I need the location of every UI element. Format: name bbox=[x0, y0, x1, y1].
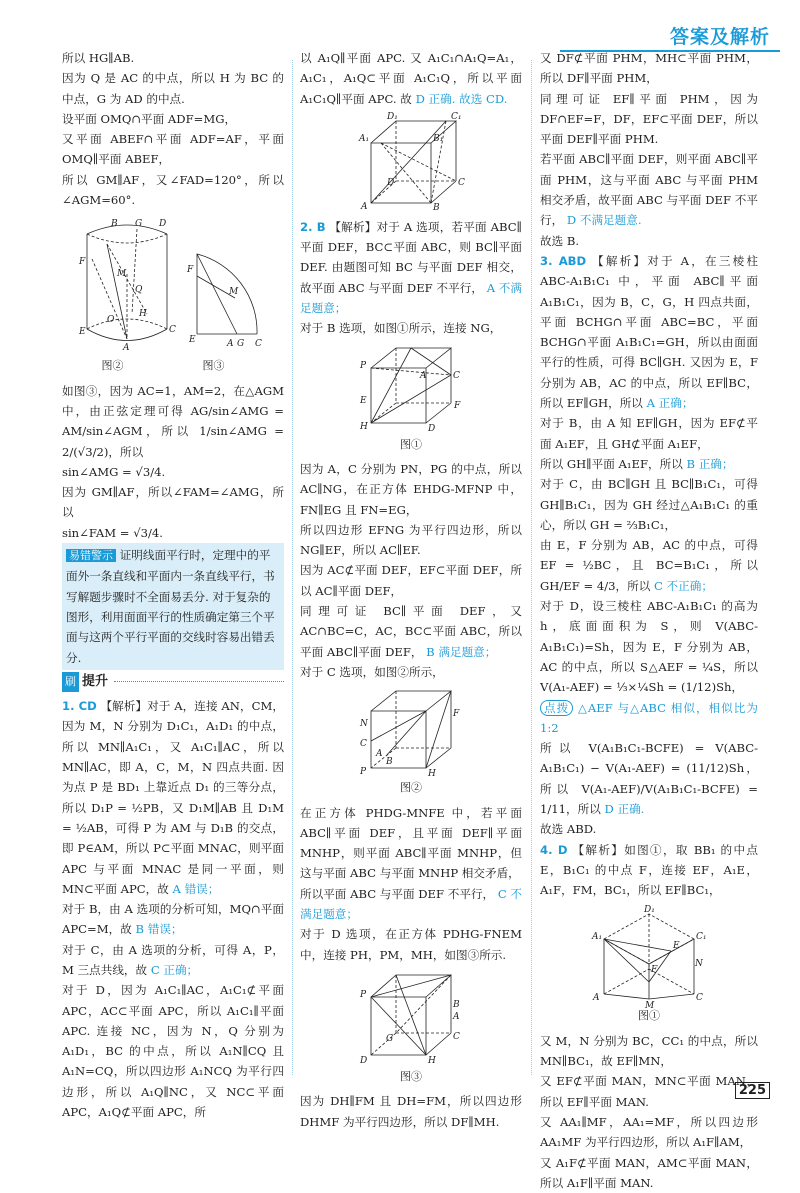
cube-figure bbox=[356, 969, 466, 1065]
svg-text:C: C bbox=[458, 177, 465, 188]
svg-text:A: A bbox=[376, 749, 383, 760]
svg-text:B₁: B₁ bbox=[433, 133, 444, 144]
column-divider bbox=[292, 60, 293, 1075]
svg-text:B: B bbox=[111, 219, 118, 230]
figure-2-cylinder bbox=[77, 214, 177, 354]
paragraph bbox=[540, 738, 758, 819]
page-number: 225 bbox=[735, 1082, 770, 1099]
svg-text:F: F bbox=[453, 709, 460, 720]
answer-text: 所以 V(A₁B₁C₁-BCFE) = V(ABC-A₁B₁C₁) − V(A₁-AEF) = (11/12)Sh，所以 V(A₁-AEF)/V(A₁B₁C₁-BCFE) = 1/11，所以 bbox=[540, 741, 758, 816]
svg-text:C: C bbox=[360, 739, 367, 750]
svg-text:D₁: D₁ bbox=[644, 905, 655, 916]
question-number: 4. D bbox=[540, 842, 568, 857]
answer-text: 由 E，F 分别为 AB，AC 的中点，可得 EF = ½BC，且 BC=B₁C₁，所以 GH/EF = 4/3，所以 bbox=[540, 538, 758, 593]
section-heading bbox=[62, 672, 284, 692]
svg-text:A: A bbox=[593, 993, 600, 1004]
paragraph: 如图③，因为 AC=1，AM=2，在△AGM 中，由正弦定理可得 AG/sin∠AMG = AM/sin∠AGM，所以 1/sin∠AMG = 2/(√3/2)，所以 bbox=[62, 383, 284, 459]
question-2 bbox=[300, 217, 522, 318]
svg-text:E: E bbox=[79, 327, 86, 338]
answer-result: C 正确； bbox=[150, 962, 199, 977]
paragraph bbox=[300, 48, 522, 109]
figure-caption: 图③ bbox=[202, 359, 225, 373]
svg-text:G: G bbox=[135, 219, 143, 230]
svg-text:B: B bbox=[386, 757, 393, 768]
answer-text: 【解析】对于 A 选项，若平面 ABC∥平面 DEF，BC⊂平面 ABC，则 BC∥平面 DEF. 由题图可知 BC 与平面 DEF 相交，故平面 ABC 与平面 DEF 不平行， bbox=[300, 219, 522, 295]
svg-text:B: B bbox=[453, 999, 460, 1010]
svg-text:H: H bbox=[360, 421, 368, 432]
svg-text:H: H bbox=[428, 769, 436, 780]
svg-text:C: C bbox=[453, 1031, 460, 1042]
paragraph: 因为 DH∥FM 且 DH=FM，所以四边形 DHMF 为平行四边形，所以 DF∥MH. bbox=[300, 1094, 522, 1129]
formula: sin∠FAM = √3/4. bbox=[62, 525, 163, 540]
answer-text: 同理可证 BC∥平面 DEF，又 AC∩BC=C，AC，BC⊂平面 ABC，所以平面 ABC∥平面 DEF， bbox=[300, 604, 522, 659]
warning-tag: 易错警示 bbox=[66, 549, 116, 562]
section-title: 提升 bbox=[82, 673, 109, 689]
answer-result: B 错误； bbox=[135, 922, 183, 937]
paragraph bbox=[62, 899, 284, 940]
svg-text:M: M bbox=[229, 287, 239, 298]
formula: sin∠AMG = √3/4. bbox=[62, 464, 166, 479]
paragraph: 因为 GM∥AF，所以∠FAM=∠AMG，所以 bbox=[62, 485, 284, 520]
svg-text:A: A bbox=[227, 339, 234, 350]
paragraph: 对于 D，因为 A₁C₁∥AC，A₁C₁⊄平面 APC，AC⊂平面 APC，所以 A₁C₁∥平面 APC. 连接 NC，因为 N，Q 分别为 A₁D₁，BC 的中点，所以 A₁N∥CQ 且 A₁N=CQ，所以四边形 A₁NCQ 为平行四边形，所以 A₁Q∥NC，又 NC⊂平面 APC，A₁Q⊄平面 APC，所 bbox=[62, 983, 284, 1120]
figure-1-col2 bbox=[300, 343, 522, 433]
svg-text:C: C bbox=[255, 339, 262, 350]
section-rule bbox=[114, 681, 284, 682]
paragraph: 对于 D 选项，在正方体 PDHG-FNEM 中，连接 PH，PM，MH，如图③所示. bbox=[300, 927, 522, 962]
svg-text:A₁: A₁ bbox=[592, 932, 603, 943]
answer-result: A 错误； bbox=[172, 881, 220, 896]
svg-text:G: G bbox=[386, 1033, 394, 1044]
column-1 bbox=[62, 48, 284, 1122]
paragraph: 所以 GM∥AF，又∠FAD=120°，所以∠AGM=60°. bbox=[62, 172, 284, 208]
paragraph bbox=[300, 601, 522, 662]
question-number: 2. B bbox=[300, 219, 326, 234]
paragraph: 故选 ABD. bbox=[540, 822, 597, 837]
svg-text:P: P bbox=[360, 360, 367, 371]
question-number: 3. ABD bbox=[540, 253, 587, 268]
svg-text:H: H bbox=[139, 309, 147, 320]
answer-result: D 不满足题意. bbox=[566, 213, 642, 228]
svg-text:C: C bbox=[169, 325, 176, 336]
svg-text:A: A bbox=[420, 370, 427, 381]
paragraph: 对于 C 选项，如图②所示， bbox=[300, 664, 444, 679]
svg-text:P: P bbox=[360, 989, 367, 1000]
answer-result: C 不满足题意； bbox=[300, 886, 522, 922]
paragraph: 因为 AC⊄平面 DEF，EF⊂平面 DEF，所以 AC∥平面 DEF， bbox=[300, 563, 522, 598]
cube-figure bbox=[356, 686, 466, 780]
figure-caption: 图① bbox=[638, 1009, 660, 1023]
question-number: 1. CD bbox=[62, 699, 97, 714]
section-header: 答案及解析 bbox=[669, 26, 770, 48]
answer-text: 以 A₁Q∥平面 APC. 又 A₁C₁∩A₁Q=A₁，A₁C₁，A₁Q⊂平面 A₁C₁Q，所以平面 A₁C₁Q∥平面 APC. 故 bbox=[300, 51, 522, 106]
section-badge: 刷 bbox=[62, 672, 79, 692]
prism-figure bbox=[589, 904, 709, 1012]
paragraph: 所以 HG∥AB. bbox=[62, 51, 135, 65]
paragraph: 对于 B，由 A 知 EF∥GH，因为 EF⊄平面 A₁EF，且 GH⊄平面 A₁EF， bbox=[540, 416, 758, 451]
figure-cube-col2-top bbox=[300, 113, 522, 213]
svg-text:E: E bbox=[189, 335, 196, 346]
figure-1-col3 bbox=[540, 904, 758, 1012]
answer-text: 所以 GH∥平面 A₁EF，所以 bbox=[540, 456, 683, 471]
answer-text: 【解析】对于 A，连接 AN，CM，因为 M，N 分别为 D₁C₁，A₁D₁ 的中点，所以 MN∥A₁C₁，又 A₁C₁∥AC，所以 MN∥AC，即 A，C，M，N 四点共面. 因为点 P 是 BD₁ 上靠近点 D₁ 的三等分点，所以 D₁P = ½PB，又 D₁M∥AB 且 D₁M = ½AB，可得 P 为 AM 与 D₁B 的交点，即 P∈AM，所以 P⊂平面 MNAC，则平面 APC 与平面 MNAC 是同一平面，则 MN⊂平面 APC，故 bbox=[62, 699, 285, 896]
hint-tag: 点拨 bbox=[540, 700, 573, 716]
figure-caption: 图③ bbox=[400, 1069, 422, 1083]
svg-text:A₁: A₁ bbox=[359, 133, 370, 144]
svg-text:A: A bbox=[123, 343, 130, 354]
svg-text:C: C bbox=[696, 993, 703, 1004]
paragraph bbox=[540, 454, 758, 474]
svg-text:C: C bbox=[453, 370, 460, 381]
paragraph: 故选 B. bbox=[540, 233, 580, 248]
paragraph: 又 DF⊄平面 PHM，MH⊂平面 PHM，所以 DF∥平面 PHM， bbox=[540, 51, 758, 86]
paragraph: 又 M，N 分别为 BC，CC₁ 的中点，所以 MN∥BC₁，故 EF∥MN， bbox=[540, 1033, 758, 1069]
figure-3-sector bbox=[177, 214, 269, 354]
figure-caption: 图② bbox=[101, 359, 124, 373]
figure-2-col2 bbox=[300, 686, 522, 780]
paragraph: 又平面 ABEF∩平面 ADF=AF，平面 OMQ∥平面 ABEF， bbox=[62, 132, 284, 167]
svg-text:D: D bbox=[428, 423, 436, 434]
svg-text:D: D bbox=[159, 219, 167, 230]
answer-text: 对于 C，由 A 选项的分析，可得 A，P，M 三点共线，故 bbox=[62, 942, 284, 977]
answer-result: D 正确. bbox=[604, 801, 645, 816]
svg-text:P: P bbox=[360, 767, 367, 778]
answer-text: 【解析】如图①，取 BB₁ 的中点 E，B₁C₁ 的中点 F，连接 EF，A₁E，A₁F，FM，BC₁，所以 EF∥BC₁， bbox=[540, 842, 759, 898]
svg-text:H: H bbox=[428, 1055, 436, 1066]
svg-text:F: F bbox=[651, 965, 658, 976]
svg-text:D₁: D₁ bbox=[387, 111, 398, 122]
question-1 bbox=[62, 696, 284, 899]
paragraph: 又 EF⊄平面 MAN，MN⊂平面 MAN，所以 EF∥平面 MAN. bbox=[540, 1074, 758, 1109]
svg-text:D: D bbox=[360, 1055, 368, 1066]
svg-text:C₁: C₁ bbox=[451, 111, 462, 122]
paragraph: 又 AA₁∥MF，AA₁=MF，所以四边形 AA₁MF 为平行四边形，所以 A₁F∥AM， bbox=[540, 1114, 758, 1150]
paragraph bbox=[540, 535, 758, 596]
figure-row bbox=[62, 214, 284, 354]
paragraph bbox=[540, 149, 758, 230]
answer-result: A 不满足题意； bbox=[300, 280, 523, 316]
hint-note bbox=[540, 698, 758, 739]
answer-result: D 正确. 故选 CD. bbox=[415, 91, 508, 106]
hint-text: △AEF 与△ABC 相似，相似比为 1:2 bbox=[540, 700, 758, 735]
error-warning-box bbox=[62, 543, 284, 670]
question-3 bbox=[540, 251, 758, 413]
svg-text:G: G bbox=[237, 339, 245, 350]
svg-text:A: A bbox=[453, 1011, 460, 1022]
paragraph: 对于 B 选项，如图①所示，连接 NG， bbox=[300, 321, 502, 336]
svg-text:B: B bbox=[433, 202, 440, 213]
answer-text: 若平面 ABC∥平面 DEF，则平面 ABC∥平面 PHM，这与平面 ABC 与平面 PHM 相交矛盾，故平面 ABC 与平面 DEF 不平行， bbox=[540, 152, 758, 228]
answer-text: 所以平面 ABC 与平面 DEF 不平行， bbox=[300, 886, 495, 901]
paragraph: 对于 C，由 BC∥GH 且 BC∥B₁C₁，可得 GH∥B₁C₁，因为 GH 经过△A₁B₁C₁ 的重心，所以 GH = ⅔B₁C₁， bbox=[540, 477, 758, 532]
paragraph: 对于 D，设三棱柱 ABC-A₁B₁C₁ 的高为 h，底面面积为 S，则 V(ABC-A₁B₁C₁)=Sh，因为 E，F 分别为 AB，AC 的中点，所以 S△AEF = ¼S，所以 V(A₁-AEF) = ⅓×¼Sh = (1/12)Sh， bbox=[540, 599, 758, 695]
column-3 bbox=[540, 48, 758, 1193]
column-divider bbox=[531, 60, 532, 1075]
svg-text:E: E bbox=[360, 395, 367, 406]
paragraph: 同理可证 EF∥平面 PHM，因为 DF∩EF=F，DF，EF⊂平面 DEF，所以平面 DEF∥平面 PHM. bbox=[540, 91, 758, 147]
svg-text:M: M bbox=[645, 1001, 655, 1012]
figure-caption: 图① bbox=[400, 437, 422, 451]
answer-result: C 不正确； bbox=[654, 578, 713, 593]
warning-text: 证明线面平行时，定理中的平面外一条直线和平面内一条直线平行，书写解题步骤时不全面易丢分. 对于复杂的图形，利用面面平行的性质确定第三个平面与这两个平行平面的交线时容易出错丢分. bbox=[66, 548, 275, 665]
answer-text: 对于 B，由 A 选项的分析可知，MQ∩平面 APC=M，故 bbox=[62, 902, 284, 937]
svg-text:E: E bbox=[673, 941, 680, 952]
figure-caption: 图② bbox=[400, 781, 422, 795]
answer-result: B 满足题意； bbox=[426, 644, 497, 659]
answer-result: B 正确； bbox=[686, 456, 734, 471]
svg-text:D: D bbox=[387, 177, 395, 188]
answer-text: 【解析】对于 A，在三棱柱 ABC-A₁B₁C₁ 中，平面 ABC∥平面 A₁B₁C₁，因为 B，C，G，H 四点共面，平面 BCHG∩平面 ABC=BC，平面 BCHG∩平面 A₁B₁C₁=GH，所以由面面平行的性质，可得 BC∥GH. 又因为 E，F 分别为 AB，AC 的中点，所以 EF∥BC，所以 EF∥GH，所以 bbox=[540, 253, 758, 411]
paragraph: 又 A₁F⊄平面 MAN，AM⊂平面 MAN，所以 A₁F∥平面 MAN. bbox=[540, 1155, 758, 1190]
cube-figure bbox=[351, 113, 471, 213]
paragraph: 因为 Q 是 AC 的中点，所以 H 为 BC 的中点，G 为 AD 的中点. bbox=[62, 71, 284, 106]
svg-text:Q: Q bbox=[135, 285, 143, 296]
svg-text:F: F bbox=[187, 265, 194, 276]
question-4 bbox=[540, 840, 758, 901]
svg-text:C₁: C₁ bbox=[696, 932, 707, 943]
svg-text:F: F bbox=[79, 257, 86, 268]
paragraph: 所以四边形 EFNG 为平行四边形，所以 NG∥EF，所以 AC∥EF. bbox=[300, 522, 522, 558]
svg-text:N: N bbox=[695, 959, 703, 970]
svg-text:O: O bbox=[107, 315, 115, 326]
paragraph: 设平面 OMQ∩平面 ADF=MG， bbox=[62, 111, 237, 126]
svg-text:M: M bbox=[117, 269, 127, 280]
cube-figure bbox=[356, 343, 466, 433]
column-2 bbox=[300, 48, 522, 1132]
answer-result: A 正确； bbox=[646, 396, 694, 411]
paragraph bbox=[62, 940, 284, 981]
paragraph: 在正方体 PHDG-MNFE 中，若平面 ABC∥平面 DEF，且平面 DEF∥平面 MNHP，则平面 ABC∥平面 MNHP，但这与平面 ABC 与平面 MNHP 相交矛盾， bbox=[300, 805, 522, 881]
paragraph: 因为 A，C 分别为 PN，PG 的中点，所以 AC∥NG，在正方体 EHDG-MFNP 中，FN∥EG 且 FN=EG， bbox=[300, 461, 522, 517]
svg-text:N: N bbox=[360, 719, 368, 730]
figure-3-col2 bbox=[300, 969, 522, 1065]
svg-text:F: F bbox=[454, 400, 461, 411]
paragraph bbox=[300, 884, 522, 925]
svg-text:A: A bbox=[361, 201, 368, 212]
